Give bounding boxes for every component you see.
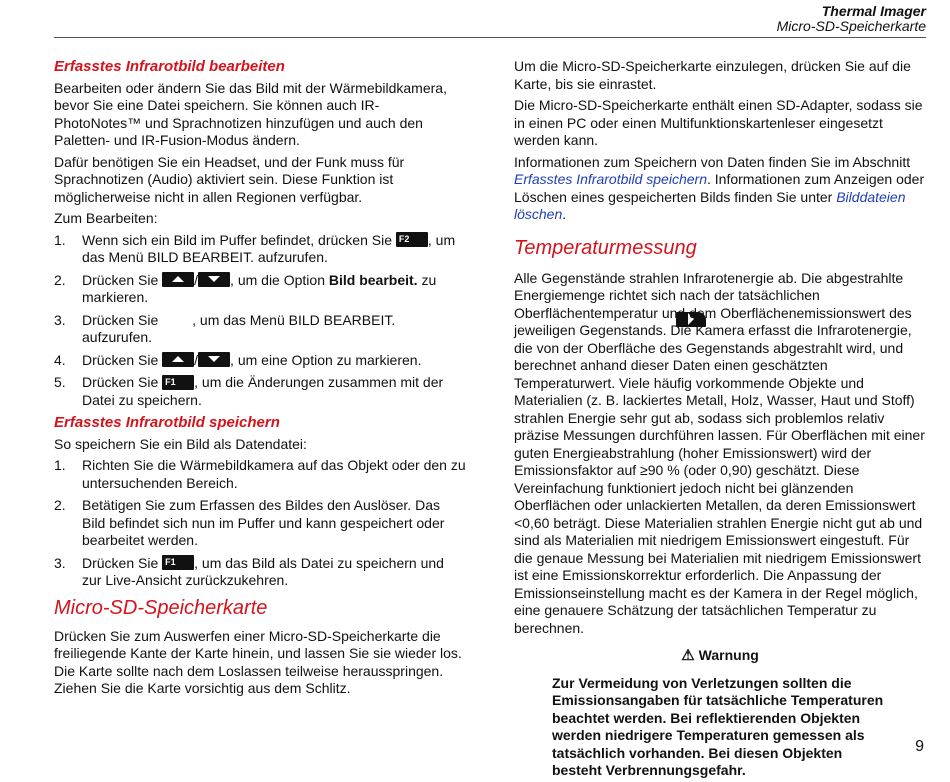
paragraph: Alle Gegenstände strahlen Infrarotenergie ab. Die abgestrahlte Energiemenge richtet sich nach der tatsächlichen Oberflächentemperatur und dem Oberflächenemissionswert des jeweiligen Gegenstands. Die Kamera erfasst die Infrarotenergie, die von der Oberfläche des Gegenstands abgestrahlt wird, und berechnet anhand dieser Daten einen geschätzten Temperaturwert. Viele häufig vorkommende Objekte und Materialien (z. B. lackiertes Metall, Holz, Wasser, Haut und Stoff) strahlen Energie sehr gut ab, sodass sich problemlos relativ präzise Messungen durchführen lassen. Für Oberflächen mit einer guten Energieabstrahlung (hoher Emissionswert) wird der Emissionsfaktor auf ≥90 % (oder 0,90) geschätzt. Diese Vereinfachung funktioniert jedoch nicht bei glänzenden Oberflächen oder unlackierten Metallen, da deren Emissionswert <0,60 beträgt. Diese Materialien strahlen Energie nicht gut ab und sind als Materialien mit niedrigem Emissionswert eingestuft. Für die genaue Messung bei Materialien mit niedrigem Emissionswert ist eine Emissionskorrektur erforderlich. Die Anpassung der Emissionseinstellung macht es der Kamera in der Regel möglich, eine genauere Schätzung der tatsächlichen Temperatur zu berechnen. [514, 269, 925, 636]
link-delete-files[interactable]: Bilddateien löschen [514, 188, 906, 222]
running-header [777, 4, 926, 34]
right-column [514, 58, 926, 780]
list-item: 1. Richten Sie die Wärmebildkamera auf das Objekt oder den zu untersuchenden Bereich. [54, 457, 466, 491]
paragraph: Informationen zum Speichern von Daten finden Sie im Abschnitt Erfasstes Infrarotbild speichern. Informationen zum Anzeigen oder Löschen eines gespeicherten Bilds finden Sie unter Bilddateien löschen. [514, 153, 925, 222]
paragraph: Die Micro-SD-Speicherkarte enthält einen SD-Adapter, sodass sie in einen PC oder einen Multifunktionskartenleser eingesetzt werden kann. [514, 97, 923, 148]
warning-heading: ⚠ Warnung [681, 647, 759, 664]
warning-triangle-icon: ⚠ [681, 647, 695, 664]
list-item: 1. Wenn sich ein Bild im Puffer befindet, drücken Sie F2 , um das Menü BILD BEARBEIT. aufzurufen. [54, 231, 456, 265]
save-steps-list [54, 457, 466, 590]
f2-key-icon: F2 [396, 232, 428, 247]
up-arrow-key-icon [162, 272, 194, 287]
list-item: 2. Betätigen Sie zum Erfassen des Bildes den Auslöser. Das Bild befindet sich nun im Puffer und kann gespeichert oder bearbeitet werden. [54, 497, 445, 548]
header-rule [54, 37, 926, 38]
down-arrow-key-icon [198, 352, 230, 367]
f1-key-icon: F1 [162, 375, 194, 390]
header-title: Thermal Imager [821, 3, 926, 19]
paragraph: So speichern Sie ein Bild als Datendatei: [54, 435, 307, 452]
down-arrow-key-icon [198, 272, 230, 287]
up-arrow-key-icon [162, 352, 194, 367]
paragraph: Bearbeiten oder ändern Sie das Bild mit der Wärmebildkamera, bevor Sie eine Datei speichern. Sie können auch IR-PhotoNotes™ und Sprachnotizen hinzufügen und auch den Paletten- und IR-Fusion-Modus ändern. [54, 79, 447, 148]
left-column [54, 58, 466, 702]
page-number: 9 [915, 738, 924, 755]
paragraph: Dafür benötigen Sie ein Headset, und der Funk muss für Sprachnotizen (Audio) aktiviert sein. Diese Funktion ist möglicherweise nicht in allen Regionen verfügbar. [54, 153, 405, 205]
list-item: 3. Drücken Sie , um das Menü BILD BEARBEIT. aufzurufen. [54, 312, 466, 347]
list-item: 3. Drücken Sie F1 , um das Bild als Datei zu speichern und zur Live-Ansicht zurückzukehren. [54, 554, 444, 588]
paragraph: Zum Bearbeiten: [54, 210, 158, 226]
edit-steps-list [54, 232, 466, 410]
list-item: 4. Drücken Sie / , um eine Option zu markieren. [54, 351, 422, 368]
list-item: 5. Drücken Sie F1 , um die Änderungen zusammen mit der Datei zu speichern. [54, 374, 444, 408]
warning-text: Zur Vermeidung von Verletzungen sollten die Emissionsangaben für tatsächliche Temperaturen beachtet werden. Bei reflektierenden Objekten werden niedrigere Temperaturen gemessen als tatsächlich vorhanden. Bei diesen Objekten besteht Verbrennungsgefahr. [552, 674, 884, 778]
section-heading-sd: Micro-SD-Speicherkarte [54, 596, 268, 619]
paragraph: Drücken Sie zum Auswerfen einer Micro-SD-Speicherkarte die freiliegende Kante der Karte hinein, und lassen Sie sie wieder los. Die Karte sollte nach dem Loslassen teilweise herausspringen. Ziehen Sie die Karte vorsichtig aus dem Schlitz. [54, 627, 462, 696]
section-heading-temperature: Temperaturmessung [514, 236, 697, 259]
section-heading-edit: Erfasstes Infrarotbild bearbeiten [54, 58, 285, 75]
header-subtitle: Micro-SD-Speicherkarte [776, 18, 926, 34]
f1-key-icon: F1 [162, 555, 194, 570]
link-save-section[interactable]: Erfasstes Infrarotbild speichern [514, 171, 707, 187]
list-item: 2. Drücken Sie / , um die Option Bild bearbeit. zu markieren. [54, 271, 437, 305]
paragraph: Um die Micro-SD-Speicherkarte einzulegen, drücken Sie auf die Karte, bis sie einrastet. [514, 58, 911, 92]
section-heading-save: Erfasstes Infrarotbild speichern [54, 414, 280, 431]
